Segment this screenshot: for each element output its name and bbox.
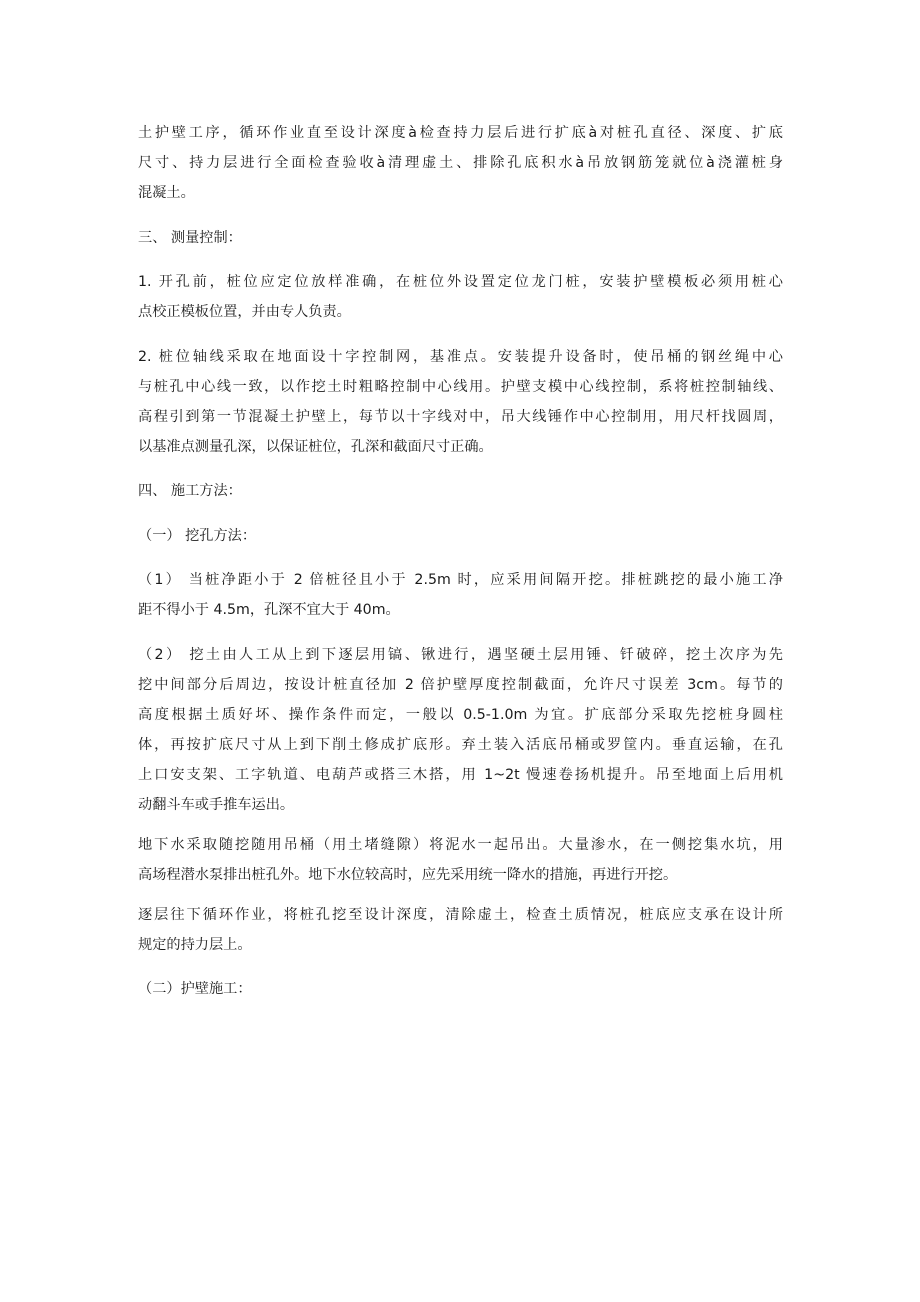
paragraph-process-flow xyxy=(138,118,783,208)
heading-measure-control xyxy=(138,223,783,253)
text-line: 点校正模板位置，并由专人负责。 xyxy=(138,304,351,320)
text-line: （1） 当桩净距小于 2 倍桩径且小于 2.5m 时，应采用间隔开挖。排桩跳挖的最小施工净 xyxy=(138,572,783,588)
text-line: 以基准点测量孔深，以保证桩位，孔深和截面尺寸正确。 xyxy=(138,438,493,455)
text-line: （2） 挖土由人工从上到下逐层用镐、锹进行，遇坚硬土层用锤、钎破碎，挖土次序为先 xyxy=(138,646,783,663)
text-line: 高度根据土质好坏、操作条件而定，一般以 0.5-1.0m 为宜。扩底部分采取先挖桩身圆柱 xyxy=(138,706,783,723)
text-line: 规定的持力层上。 xyxy=(138,936,252,953)
text-line: 混凝土。 xyxy=(138,185,195,201)
text-line: 2. 桩位轴线采取在地面设十字控制网，基准点。安装提升设备时，使吊桶的钢丝绳中心 xyxy=(138,348,783,365)
paragraph-digging-1 xyxy=(138,565,783,625)
section-heading: 三、 测量控制： xyxy=(138,229,242,246)
text-line: 逐层往下循环作业，将桩孔挖至设计深度，清除虚土，检查土质情况，桩底应支承在设计所 xyxy=(138,906,783,923)
text-line: 地下水采取随挖随用吊桶（用土堵缝隙）将泥水一起吊出。大量渗水，在一侧挖集水坑，用 xyxy=(138,836,783,853)
paragraph-measure-2 xyxy=(138,342,783,462)
text-line: 1. 开孔前，桩位应定位放样准确，在桩位外设置定位龙门桩，安装护壁模板必须用桩心 xyxy=(138,274,783,290)
paragraph-groundwater xyxy=(138,830,783,890)
paragraph-layer-cycle xyxy=(138,900,783,960)
heading-construction-method xyxy=(138,476,783,506)
text-line: 高场程潜水泵排出桩孔外。地下水位较高时，应先采用统一降水的措施，再进行开挖。 xyxy=(138,866,678,883)
text-line: 土护壁工序，循环作业直至设计深度à检查持力层后进行扩底à对桩孔直径、深度、扩底 xyxy=(138,125,783,141)
paragraph-measure-1 xyxy=(138,267,783,327)
paragraph-digging-2 xyxy=(138,640,783,820)
text-line: 与桩孔中心线一致，以作挖土时粗略控制中心线用。护壁支模中心线控制，系将桩控制轴线、 xyxy=(138,378,783,395)
text-line: 上口安支架、工字轨道、电葫芦或搭三木搭，用 1~2t 慢速卷扬机提升。吊至地面上后用机 xyxy=(138,766,783,783)
heading-digging-method xyxy=(138,521,783,551)
document-body xyxy=(138,118,783,1004)
heading-wall-construction xyxy=(138,974,783,1004)
text-line: 尺寸、持力层进行全面检查验收à清理虚土、排除孔底积水à吊放钢筋笼就位à浇灌桩身 xyxy=(138,155,783,171)
text-line: 体，再按扩底尺寸从上到下削土修成扩底形。弃土装入活底吊桶或罗筐内。垂直运输，在孔 xyxy=(138,736,783,753)
text-line: 距不得小于 4.5m，孔深不宜大于 40m。 xyxy=(138,602,400,618)
section-heading: 四、 施工方法： xyxy=(138,483,242,499)
subsection-heading: （一） 挖孔方法： xyxy=(138,527,257,544)
text-line: 高程引到第一节混凝土护壁上，每节以十字线对中，吊大线锤作中心控制用，用尺杆找圆周， xyxy=(138,408,783,425)
subsection-heading: （二）护壁施工： xyxy=(138,981,252,997)
text-line: 动翻斗车或手推车运出。 xyxy=(138,796,295,813)
text-line: 挖中间部分后周边，按设计桩直径加 2 倍护壁厚度控制截面，允许尺寸误差 3cm。每节的 xyxy=(138,676,783,693)
